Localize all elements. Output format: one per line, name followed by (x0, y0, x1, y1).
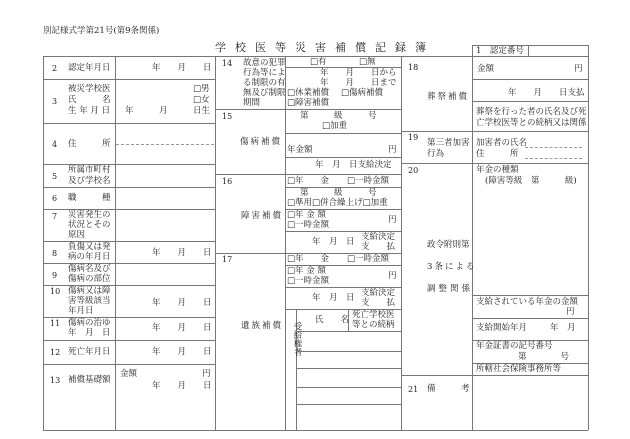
label-decided: 支給決定 (361, 232, 396, 242)
label-relation-2: 等との続柄 (352, 320, 395, 330)
restriction-no-checkbox[interactable]: □無 (359, 57, 376, 67)
form-reference: 別記様式学第21号(第9条関係) (43, 26, 160, 36)
sex-male-checkbox[interactable]: □男 (193, 84, 210, 94)
row-number: 7 (52, 212, 58, 221)
label-incident-3: 原因 (68, 230, 86, 240)
label-yen: 円 (388, 215, 397, 225)
funeral-paid-date-field[interactable]: 年 月 日支払 (508, 88, 585, 98)
disability-pension-amount-checkbox[interactable]: □年 金 額 (287, 210, 326, 220)
recipient-row-1[interactable] (297, 332, 401, 350)
remarks-field[interactable] (473, 376, 587, 429)
label-yen: 円 (574, 64, 583, 74)
injury-grade-field[interactable]: 第 級 号 (300, 111, 377, 121)
row-number: 10 (50, 287, 61, 296)
survivor-date-field[interactable]: 年 月 日 (312, 293, 355, 303)
label-yen: 円 (388, 271, 397, 281)
row-number: 16 (222, 177, 233, 186)
label-third-party: 第三者加害 (427, 138, 470, 148)
survivor-pension-checkbox[interactable]: □年 金 (287, 254, 330, 264)
label-grade-date-2: 害等級該当 (68, 296, 111, 306)
label-name: 氏 名 (68, 95, 111, 105)
restriction-yes-checkbox[interactable]: □有 (310, 57, 327, 67)
row-number: 2 (52, 64, 58, 73)
start-date-field[interactable]: 年 月 (550, 323, 576, 333)
grade-date-field[interactable]: 年 月 日 (152, 298, 212, 308)
label-relation: 死亡学校医 (352, 310, 395, 320)
restriction-from-field[interactable]: 年 月 日から (320, 68, 397, 78)
row-number: 11 (50, 319, 61, 328)
label-funeral-performer: 葬祭を行った者の氏名及び死 (476, 107, 587, 117)
label-injury-date: 負傷又は発 (68, 242, 111, 252)
label-birthdate: 生 年 月 日 (68, 106, 111, 116)
approval-date-field[interactable]: 年 月 日 (152, 63, 212, 73)
label-amount: 金額 (120, 369, 138, 379)
label-incident: 災害発生の (68, 210, 111, 220)
row-number: 19 (408, 133, 419, 142)
label-injury-name-2: 傷病の部位 (68, 274, 111, 284)
label-adjustment: 政令附則第 (427, 240, 470, 250)
row-number: 15 (222, 112, 233, 121)
row-number: 3 (52, 97, 58, 106)
label-pension-cert: 年金証書の記号番号 (476, 341, 553, 351)
label-assailant-address: 住 所 (476, 149, 519, 159)
label-recipient-name: 氏 名 (315, 315, 350, 325)
row-number: 4 (52, 140, 58, 149)
label-recipient: 受給権者 (292, 322, 302, 356)
pension-cert-field[interactable]: 第 号 (518, 352, 570, 362)
label-grade-date: 傷病又は障 (68, 286, 111, 296)
label-disability-comp: 障害補償 (241, 211, 284, 221)
label-restriction: 故意の犯罪 (243, 58, 286, 68)
label-social-insurance-office: 所轄社会保険事務所等 (476, 364, 562, 374)
disability-lump-amount-checkbox[interactable]: □一時金額 (287, 220, 330, 230)
row-number: 17 (222, 255, 233, 264)
row-number: 6 (52, 194, 58, 203)
label-yen: 円 (202, 369, 211, 379)
disability-date-field[interactable]: 年 月 日 (312, 237, 355, 247)
row-number: 18 (408, 63, 419, 72)
label-adjustment-3: 調整関係 (427, 284, 474, 294)
label-funeral-performer-2: 亡学校医等との続柄又は関係 (476, 118, 587, 128)
label-address: 住 所 (68, 139, 111, 149)
label-restriction-4: 無及び制限 (243, 88, 286, 98)
recipient-row-2[interactable] (297, 352, 401, 367)
birthdate-field[interactable]: 年 月 日生 (125, 106, 211, 116)
label-cure-date: 傷病の治ゆ (68, 318, 111, 328)
cure-date-field[interactable]: 年 月 日 (152, 323, 212, 333)
label-remarks: 備 考 (427, 384, 470, 394)
page-title: 学校医等災害補償記録簿 (215, 41, 435, 54)
disability-lump-checkbox[interactable]: □一時金額 (347, 176, 390, 186)
label-start-date: 支給開始年月 (476, 323, 528, 333)
label-municipality: 所属市町村 (68, 165, 111, 175)
injury-comp-checkbox[interactable]: □傷病補償 (341, 88, 384, 98)
survivor-lump-checkbox[interactable]: □一時金額 (347, 254, 390, 264)
label-grade-date-3: 年月日 (68, 306, 94, 316)
label-annual-amount: 年金額 (287, 145, 313, 155)
disability-grade-field[interactable]: 第 級 号 (300, 188, 377, 198)
sex-female-checkbox[interactable]: □女 (193, 95, 210, 105)
label-death-date: 死亡年月日 (68, 347, 111, 357)
row-number: 20 (408, 166, 419, 175)
survivor-pension-amount-checkbox[interactable]: □年 金 額 (287, 266, 326, 276)
row-number: 5 (52, 172, 58, 181)
label-yen: 円 (388, 145, 397, 155)
label-cure-date-2: 年 月 日 (68, 328, 111, 338)
restriction-to-field[interactable]: 年 月 日まで (320, 78, 397, 88)
label-school: 及び学校名 (68, 176, 111, 186)
label-funeral-comp: 葬祭補償 (427, 92, 470, 102)
row-number: 14 (222, 59, 233, 68)
label-restriction-5: 期間 (243, 98, 261, 108)
label-pension-type: 年金の種類 (476, 165, 519, 175)
row-number: 12 (50, 348, 61, 357)
aggravated-checkbox[interactable]: □加重 (322, 121, 348, 131)
label-injury-name: 傷病名及び (68, 264, 111, 274)
disability-comp-checkbox[interactable]: □障害補償 (287, 98, 330, 108)
label-assailant-name: 加害者の氏名 (476, 138, 528, 148)
label-decided: 支給決定 (361, 288, 396, 298)
label-paid: 支 払 (361, 242, 396, 252)
label-injury-comp: 傷病補償 (240, 137, 283, 147)
label-yen: 円 (566, 307, 575, 317)
base-amount-date-field[interactable]: 年 月 日 (152, 381, 212, 391)
label-restriction-2: 行為等によ (243, 68, 286, 78)
label-third-party-2: 行為 (427, 149, 445, 159)
recipient-row-3[interactable] (297, 369, 401, 386)
injury-decision-date-field[interactable]: 年 月 日支給決定 (315, 160, 392, 170)
injury-date-field[interactable]: 年 月 日 (152, 248, 212, 258)
label-approval-date: 認定年月日 (68, 63, 111, 73)
pension-grade-field[interactable]: (障害等級 第 級) (485, 176, 577, 186)
row-number: 13 (50, 376, 61, 385)
label-incident-2: 状況とその (68, 220, 111, 230)
label-paid: 支 払 (361, 298, 396, 308)
label-injury-date-2: 病の年月日 (68, 252, 111, 262)
death-date-field[interactable]: 年 月 日 (152, 347, 212, 357)
label-victim: 被災学校医 (68, 84, 111, 94)
label-occupation: 職 種 (68, 193, 111, 203)
label-restriction-3: る制限の有 (243, 78, 286, 88)
label-funeral-amount: 金額 (477, 64, 495, 74)
leave-comp-checkbox[interactable]: □休業補償 (287, 88, 330, 98)
label-adjustment-2: 3条による (427, 262, 477, 272)
recipient-row-4[interactable] (297, 388, 401, 403)
row-number: 9 (52, 271, 58, 280)
label-base-amount: 補償基礎額 (68, 375, 111, 385)
disability-options[interactable]: □準用□併合繰上げ□加重 (287, 198, 388, 208)
survivor-lump-amount-checkbox[interactable]: □一時金額 (287, 276, 330, 286)
row-number: 8 (52, 249, 58, 258)
cert-number-label: 1 認定番号 (476, 46, 524, 56)
label-pension-paid-amount: 支給されている年金の金額 (476, 297, 579, 307)
disability-pension-checkbox[interactable]: □年 金 (287, 176, 330, 186)
row-number: 21 (408, 385, 419, 394)
label-survivor-comp: 遺族補償 (241, 321, 284, 331)
